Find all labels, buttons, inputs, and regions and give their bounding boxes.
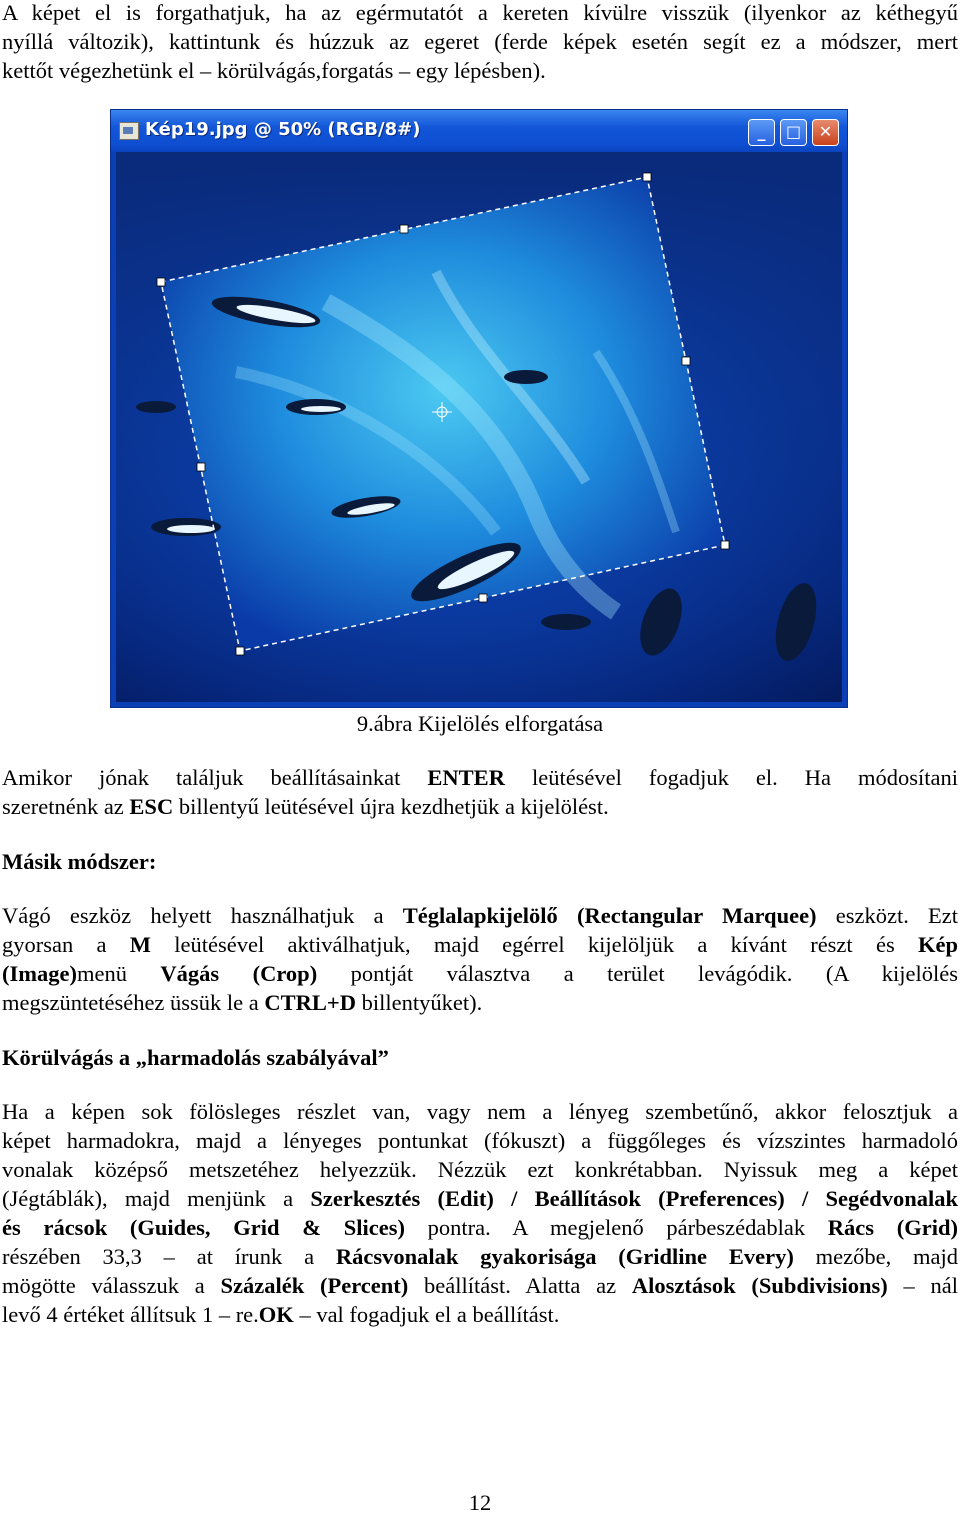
page-number: 12 xyxy=(468,1490,492,1515)
text-run: eszközt. Ezt xyxy=(816,903,958,928)
minimize-button[interactable]: _ xyxy=(748,119,775,146)
intro-paragraph xyxy=(2,0,958,85)
bold-term: Alosztások (Subdivisions) xyxy=(631,1273,888,1298)
bold-term: Rács (Grid) xyxy=(827,1215,958,1240)
text-line xyxy=(2,988,958,1017)
text-run: pontra. A megjelenő párbeszédablak xyxy=(404,1215,828,1240)
image-file-icon xyxy=(119,122,139,140)
text-line xyxy=(2,1213,958,1242)
text-line xyxy=(2,1242,958,1271)
bold-term: Téglalapkijelölő (Rectangular Marquee) xyxy=(402,903,817,928)
text-run: pontját választva a terület levágódik. (A kijelölés xyxy=(317,961,958,986)
image-canvas[interactable] xyxy=(116,152,842,702)
intro-line: nyíllá változik), kattintunk és húzzuk az egeret (ferde képek esetén segít ez a módszer, mert xyxy=(2,29,958,54)
text-line xyxy=(2,1184,958,1213)
bold-term: Százalék (Percent) xyxy=(220,1273,409,1298)
maximize-button[interactable]: □ xyxy=(780,119,807,146)
text-run: billentyűket). xyxy=(356,990,483,1015)
text-run: levő 4 értéket állítsuk 1 – re. xyxy=(2,1302,259,1327)
heading-rule-of-thirds: Körülvágás a „harmadolás szabályával” xyxy=(2,1045,389,1070)
image-document-window xyxy=(110,109,848,708)
bold-term: OK xyxy=(258,1302,294,1327)
bold-term: CTRL+D xyxy=(264,990,357,1015)
text-run: (Jégtáblák), majd menjünk a xyxy=(2,1186,311,1211)
text-line xyxy=(2,1300,958,1329)
text-run: Vágó eszköz helyett használhatjuk a xyxy=(2,903,403,928)
text-run: részében 33,3 – at írunk a xyxy=(2,1244,336,1269)
intro-line: A képet el is forgathatjuk, ha az egérmutatót a kereten kívülre visszük (ilyenkor az kéthegyű xyxy=(2,0,958,25)
text-run: szeretnénk az xyxy=(2,794,130,819)
figure-caption: 9.ábra Kijelölés elforgatása xyxy=(356,711,604,736)
text-run: mezőbe, majd xyxy=(793,1244,959,1269)
text-line xyxy=(2,959,958,988)
bold-term: Rácsvonalak gyakorisága (Gridline Every) xyxy=(335,1244,794,1269)
text-run: – val fogadjuk el a beállítást. xyxy=(293,1302,560,1327)
text-line xyxy=(2,792,958,821)
text-run: beállítást. Alatta az xyxy=(408,1273,632,1298)
text-line xyxy=(2,930,958,959)
underwater-photo xyxy=(116,152,842,702)
text-run: – nál xyxy=(887,1273,958,1298)
text-run: menü xyxy=(76,961,161,986)
bold-term: ESC xyxy=(129,794,174,819)
text-line: Ha a képen sok fölösleges részlet van, vagy nem a lényeg szembetűnő, akkor felosztjuk a xyxy=(2,1099,958,1124)
intro-line: kettőt végezhetünk el – körülvágás,forgatás – egy lépésben). xyxy=(2,58,546,83)
text-line xyxy=(2,763,958,792)
text-run: Amikor jónak találjuk beállításainkat xyxy=(2,765,428,790)
text-run: billentyű leütésével újra kezdhetjük a kijelölést. xyxy=(173,794,609,819)
close-button[interactable]: ✕ xyxy=(812,119,839,146)
text-line xyxy=(2,901,958,930)
text-run: megszüntetéséhez üssük le a xyxy=(2,990,265,1015)
text-run: gyorsan a xyxy=(2,932,130,957)
window-titlebar[interactable] xyxy=(111,110,847,152)
text-run: mögötte válasszuk a xyxy=(2,1273,221,1298)
text-line xyxy=(2,1271,958,1300)
bold-term: Kép xyxy=(917,932,958,957)
text-run: leütésével aktiválhatjuk, majd egérrel kijelöljük a kívánt részt és xyxy=(151,932,918,957)
text-line: képet harmadokra, majd a lényeges pontunkat (fókuszt) a függőleges és vízszintes harmadoló xyxy=(2,1128,958,1153)
thirds-paragraph xyxy=(2,1097,958,1329)
bold-term: és rácsok (Guides, Grid & Slices) xyxy=(2,1215,405,1240)
window-title: Kép19.jpg @ 50% (RGB/8#) xyxy=(145,119,421,140)
bold-term: M xyxy=(129,932,152,957)
heading-other-method: Másik módszer: xyxy=(2,849,157,874)
bold-term: Szerkesztés (Edit) / Beállítások (Preferences) / Segédvonalak xyxy=(310,1186,958,1211)
bold-term: Vágás (Crop) xyxy=(160,961,318,986)
bold-term: (Image) xyxy=(2,961,77,986)
bold-term: ENTER xyxy=(427,765,505,790)
text-run: leütésével fogadjuk el. Ha módosítani xyxy=(504,765,958,790)
text-line: vonalak középső metszetéhez helyezzük. Nézzük ezt konkrétabban. Nyissuk meg a képet xyxy=(2,1157,958,1182)
enter-esc-paragraph xyxy=(2,763,958,821)
marquee-paragraph xyxy=(2,901,958,1017)
